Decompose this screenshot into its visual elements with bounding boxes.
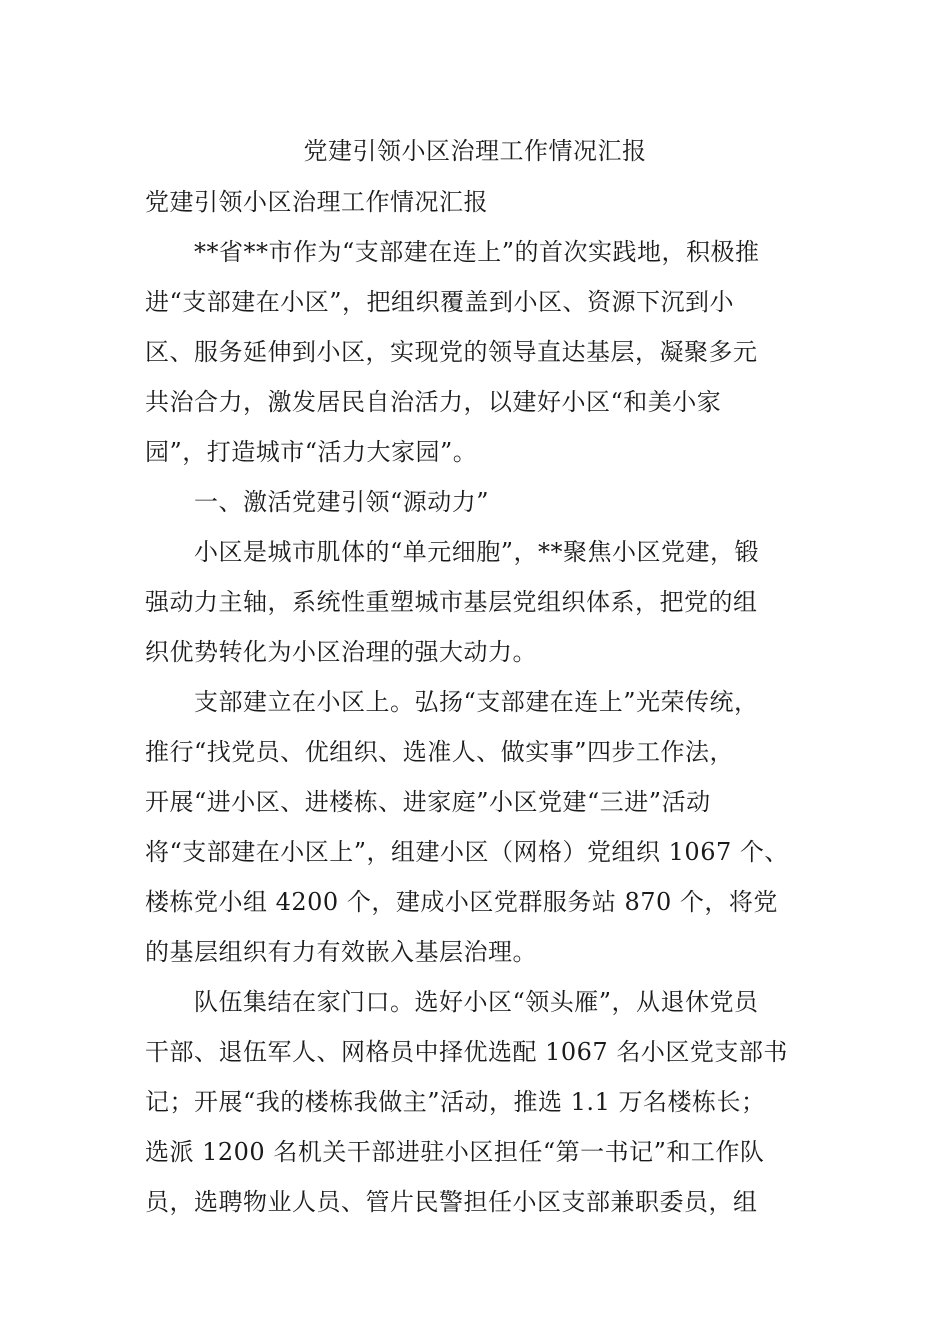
section-heading: 一、激活党建引领“源动力” — [145, 488, 490, 516]
body-line: 楼栋党小组 4200 个，建成小区党群服务站 870 个，将党 — [145, 888, 778, 916]
body-line: 的基层组织有力有效嵌入基层治理。 — [145, 938, 537, 966]
body-line: 记；开展“我的楼栋我做主”活动，推选 1.1 万名楼栋长； — [145, 1088, 766, 1116]
body-line: 小区是城市肌体的“单元细胞”，**聚焦小区党建，锻 — [145, 538, 760, 566]
document-title: 党建引领小区治理工作情况汇报 — [303, 137, 647, 165]
body-line: 将“支部建在小区上”，组建小区（网格）党组织 1067 个、 — [145, 838, 789, 866]
body-line: 队伍集结在家门口。选好小区“领头雁”，从退休党员 — [145, 988, 759, 1016]
body-line: 干部、退伍军人、网格员中择优选配 1067 名小区党支部书 — [145, 1038, 788, 1066]
body-line: 共治合力，激发居民自治活力，以建好小区“和美小家 — [145, 388, 722, 416]
body-line: 党建引领小区治理工作情况汇报 — [145, 188, 488, 216]
body-line: 进“支部建在小区”，把组织覆盖到小区、资源下沉到小 — [145, 288, 735, 316]
body-line: 园”，打造城市“活力大家园”。 — [145, 438, 478, 466]
body-line: 员，选聘物业人员、管片民警担任小区支部兼职委员，组 — [145, 1188, 758, 1216]
body-line: 支部建立在小区上。弘扬“支部建在连上”光荣传统， — [145, 688, 759, 716]
body-line: 选派 1200 名机关干部进驻小区担任“第一书记”和工作队 — [145, 1138, 765, 1166]
body-line: 织优势转化为小区治理的强大动力。 — [145, 638, 537, 666]
body-line: 开展“进小区、进楼栋、进家庭”小区党建“三进”活动 — [145, 788, 711, 816]
body-line: 推行“找党员、优组织、选准人、做实事”四步工作法， — [145, 738, 735, 766]
body-line: 强动力主轴，系统性重塑城市基层党组织体系，把党的组 — [145, 588, 758, 616]
body-line: **省**市作为“支部建在连上”的首次实践地，积极推 — [145, 238, 760, 266]
body-line: 区、服务延伸到小区，实现党的领导直达基层，凝聚多元 — [145, 338, 758, 366]
